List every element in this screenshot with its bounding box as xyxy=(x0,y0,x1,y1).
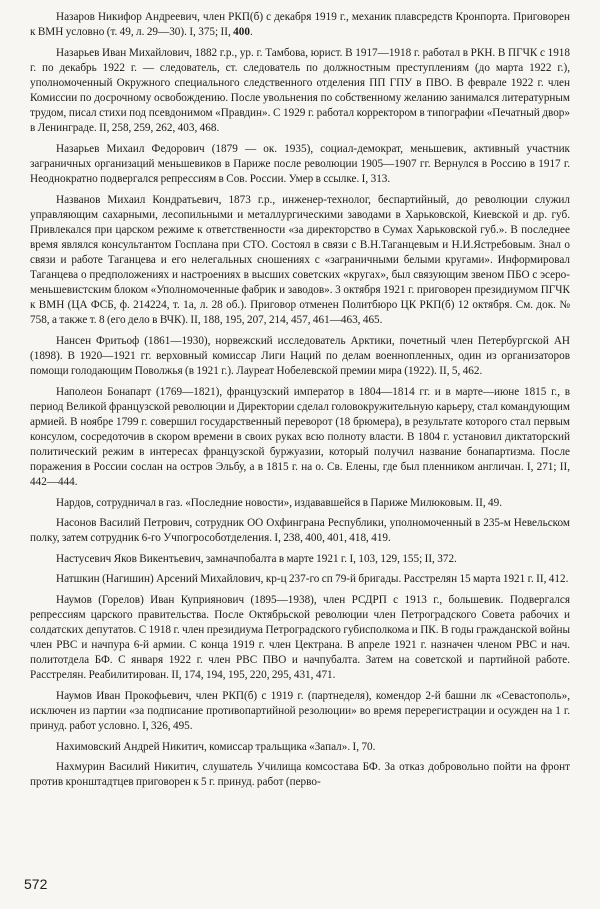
entry-text: Назаров Никифор Андреевич, член РКП(б) с декабря 1919 г., механик плавсредств Кронпорта. Приговорен к ВМН условно (т. 49, л. 29—30). I, 375; II, xyxy=(30,11,570,38)
entry-napoleon-bonaparte: Наполеон Бонапарт (1769—1821), французский император в 1804—1814 гг. и в марте—июне 1815 г., в период Великой французской революции и Директории сделал головокружительную карьеру, стал командующим армией. В ноябре 1799 г. совершил государственный переворот (18 брюмера), в результате которого стал первым консулом, сосредоточив в скором времени в своих руках всю полноту власти. В 1804 г. установил диктаторский политический режим в интересах французской буржуазии, который получил название бонапартизма. После поражения в России сослан на остров Эльбу, а в 1815 г. на о. Св. Елены, где был пленником англичан. I, 271; II, 442—444. xyxy=(30,386,570,488)
entry-nazarev-ivan: Назарьев Иван Михайлович, 1882 г.р., ур. г. Тамбова, юрист. В 1917—1918 г. работал в РКН. В ПГЧК с 1918 г. по декабрь 1922 г. — следователь, ст. следователь по должностным преступлениям (до марта 1922 г.), уполномоченный Окружного специального следственного отделения ПП ГПУ в ПВО. В феврале 1922 г. член Комиссии по досрочному освобождению. После увольнения по собственному желанию занимался литературным трудом, писал стихи под псевдонимом «Правдин». С 1929 г. работал корректором в типографии «Печатный двор» в Ленинграде. II, 258, 259, 262, 403, 468. xyxy=(30,47,570,134)
entry-nakhimovsky-andrey: Нахимовский Андрей Никитич, комиссар тральщика «Запал». I, 70. xyxy=(56,741,376,753)
entry-naumov-ivan-prokofievich: Наумов Иван Прокофьевич, член РКП(б) с 1919 г. (партнеделя), комендор 2-й башни лк «Севастополь», исключен из партии «за подписание противопартийной резолюции» во время перерегистрации и осужден на 1 г. принуд. работ условно. I, 326, 495. xyxy=(30,690,570,732)
bold-page-ref: 400 xyxy=(233,26,250,38)
entry-nazarov-nikifor xyxy=(30,10,570,40)
entry-nansen-fridtjof: Нансен Фритьоф (1861—1930), норвежский исследователь Арктики, почетный член Петербургской АН (1898). В 1920—1921 гг. верховный комиссар Лиги Наций по делам военнопленных, один из организаторов помощи голодающим Поволжья (в 1921 г.). Лауреат Нобелевской премии мира (1922). II, 5, 462. xyxy=(30,335,570,377)
entry-nazarev-mikhail: Назарьев Михаил Федорович (1879 — ок. 1935), социал-демократ, меньшевик, активный участник заграничных организаций меньшевиков в Париже после революции 1905—1907 гг. Вернулся в Россию в 1917 г. Неоднократно подвергался репрессиям в Сов. России. Умер в ссылке. I, 313. xyxy=(30,143,570,185)
entry-nastusevich-yakov: Настусевич Яков Викентьевич, замначпобалта в марте 1921 г. I, 103, 129, 155; II, 372. xyxy=(56,553,457,565)
entry-nasonov-vasily: Насонов Василий Петрович, сотрудник ОО Охфинграна Республики, уполномоченный в 235-м Невельском полку, затем сотрудник 6-го Учпогрособотделения. I, 238, 400, 401, 418, 419. xyxy=(30,517,570,544)
document-page xyxy=(30,10,570,796)
entry-nardov: Нардов, сотрудничал в газ. «Последние новости», издававшейся в Париже Милюковым. II, 49. xyxy=(56,497,503,509)
entry-nazvanov-mikhail: Названов Михаил Кондратьевич, 1873 г.р., инженер-технолог, беспартийный, до революции служил управляющим сахарными, лесопильными и металлургическими заводами в Харьковской, Киевской и др. губ. Привлекался при царском режиме к ответственности «за директорство в Сумах Харьковской губ.». В последнее время являлся консультантом Госплана при СТО. Состоял в связи с В.Н.Таганцевым и Н.И.Ястребовым. Знал о связи и работе Таганцева и его нелегальных сношениях с «заграничными белыми кругами». Информировал Таганцева о предположениях и настроениях в высших советских «кругах», был связующим звеном ПБО с эсеро-меньшевистским блоком «Уполномоченные фабрик и заводов». 3 октября 1921 г. приговорен президиумом ПГЧК к ВМН (ЦА ФСБ, ф. 214224, т. 1а, л. 28 об.). Приговор отменен Политбюро ЦК РКП(б) 12 октября. См. док. № 758, а также т. 8 (его дело в ВЧК). II, 188, 195, 207, 214, 457, 461—463, 465. xyxy=(30,194,570,326)
page-number: 572 xyxy=(24,876,48,892)
entry-nakhmurin-vasily: Нахмурин Василий Никитич, слушатель Училища комсостава БФ. За отказ добровольно пойти на фронт против кронштадтцев приговорен к 5 г. принуд. работ (перво- xyxy=(30,761,570,788)
entry-naumov-gorelov-ivan: Наумов (Горелов) Иван Куприянович (1895—1938), член РСДРП с 1913 г., большевик. Подвергался репрессиям царского правительства. После Октябрьской революции член Петроградского Совета рабочих и солдатских депутатов. С 1918 г. член президиума Петроградского губисполкома и ПК. В годы гражданской войны член РВС и начпура 6-й армии. С конца 1919 г. член Цектрана. В апреле 1921 г. назначен членом РВС и нач. политотдела БФ. С января 1922 г. член РВС ПВО и начпубалта. Затем на советской и партийной работе. Расстрелян. Реабилитирован. II, 174, 194, 195, 220, 295, 431, 471. xyxy=(30,594,570,681)
entry-suffix: . xyxy=(249,26,253,38)
entry-natshkin-arseny: Натшкин (Нагишин) Арсений Михайлович, кр-ц 237-го сп 79-й бригады. Расстрелян 15 марта 1921 г. II, 412. xyxy=(56,573,569,585)
